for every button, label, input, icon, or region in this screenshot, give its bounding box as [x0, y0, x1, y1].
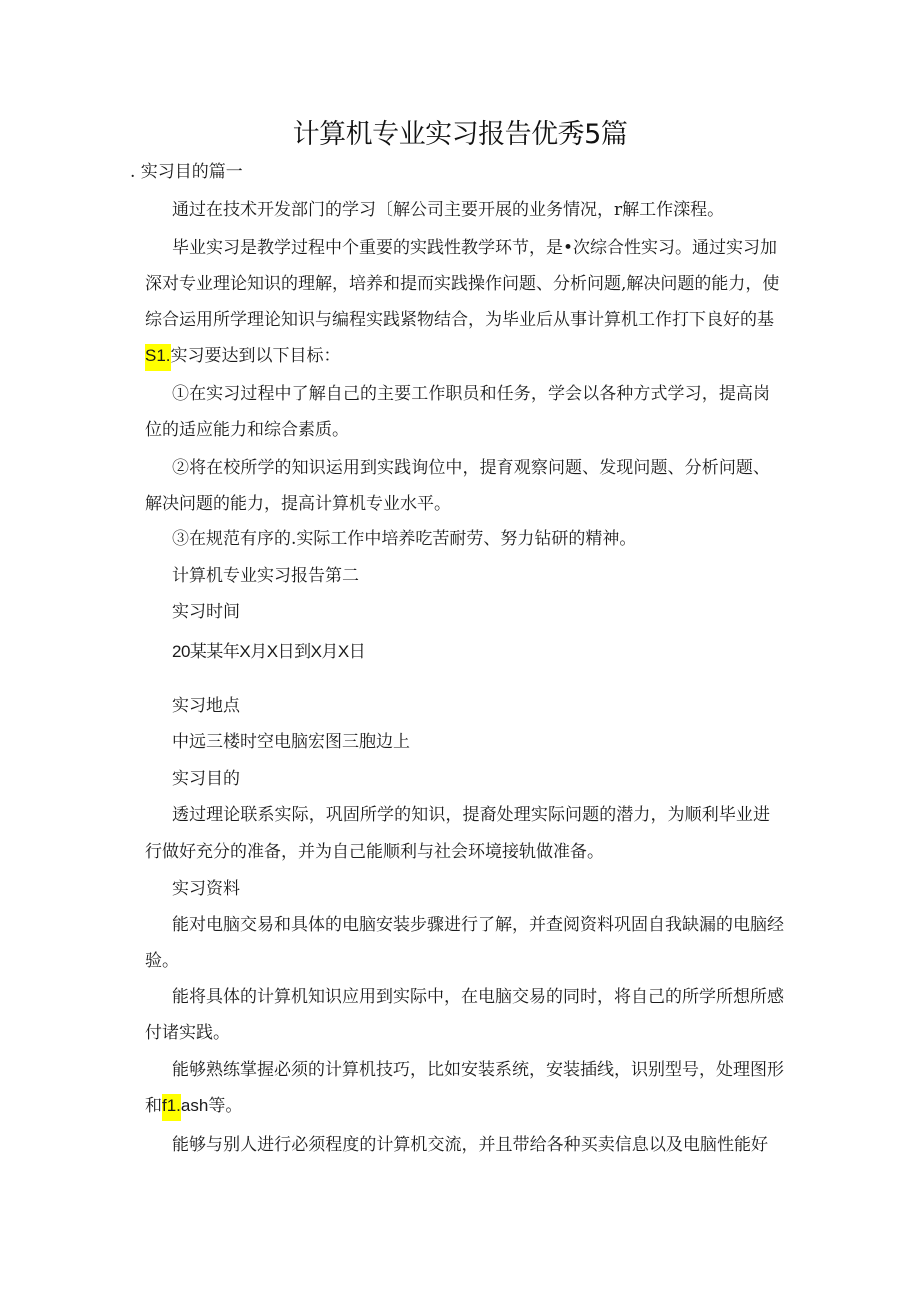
paragraph-text: 和: [145, 1096, 162, 1116]
highlighted-marker: S1.: [145, 344, 171, 371]
paragraph-text: ash等。: [180, 1096, 243, 1115]
place-label: 实习地点: [172, 696, 240, 716]
paragraph-line: 行做好充分的准备，并为自己能顺利与社会环境接轨做准备。: [145, 842, 604, 862]
goal-item: 位的适应能力和综合素质。: [145, 420, 349, 440]
time-label: 实习时间: [172, 602, 240, 622]
document-title: 计算机专业实习报告优秀5篇: [292, 119, 628, 150]
goal-item: ①在实习过程中了解自己的主要工作职员和任务，学会以各种方式学习，提高岗: [172, 384, 770, 404]
paragraph-line: 能对电脑交易和具体的电脑安装步骤进行了解，并查阅资料巩固自我缺漏的电脑经: [172, 915, 784, 935]
paragraph-line: 能够与别人进行必须程度的计算机交流，并且带给各种买卖信息以及电脑性能好: [172, 1135, 768, 1155]
paragraph-line: 透过理论联系实际，巩固所学的知识，提裔处理实际问题的潜力，为顺利毕业进: [172, 805, 770, 825]
data-label: 实习资料: [172, 879, 240, 899]
goal-item: 解决问题的能力，提高计算机专业水平。: [145, 494, 451, 514]
paragraph-line: 能够熟练掌握必须的计算机技巧，比如安装系统，安装插线，识别型号，处理图形: [172, 1060, 784, 1080]
section2-heading: 计算机专业实习报告第二: [172, 566, 359, 586]
paragraph-line: 能将具体的计算机知识应用到实际中，在电脑交易的同时，将自己的所学所想所感: [172, 987, 784, 1007]
goal-item: ②将在校所学的知识运用到实践询位中，提育观察问题、发现问题、分析问题、: [172, 458, 770, 478]
paragraph-text: 实习要达到以下目标：: [170, 346, 341, 366]
paragraph-line: [145, 1094, 242, 1118]
paragraph-line: 深对专业理论知识的理解，培养和提而实践操作问题、分析问题,解决问题的能力，使: [145, 274, 780, 294]
purpose-label: 实习目的: [172, 769, 240, 789]
paragraph-line: [145, 344, 341, 368]
paragraph-line: 付诸实践。: [145, 1023, 230, 1043]
paragraph-line: 毕业实习是教学过程中个重要的实践性教学环节，是•次综合性实习。通过实习加: [172, 238, 778, 258]
paragraph-line: 验。: [145, 951, 179, 971]
section1-heading: . 实习目的篇一: [130, 162, 243, 182]
time-value: 20某某年X月X日到X月X日: [172, 642, 366, 661]
highlighted-marker: f1.: [162, 1094, 181, 1121]
place-value: 中远三楼时空电脑宏图三胞边上: [172, 732, 410, 752]
paragraph-line: 通过在技术开发部门的学习〔解公司主要开展的业务情况，r解工作滦程。: [172, 200, 725, 220]
paragraph-line: 综合运用所学理论知识与编程实践紧物结合，为毕业后从事计算机工作打下良好的基: [145, 310, 774, 330]
goal-item: ③在规范有序的.实际工作中培养吃苦耐劳、努力钻研的精神。: [172, 529, 637, 549]
